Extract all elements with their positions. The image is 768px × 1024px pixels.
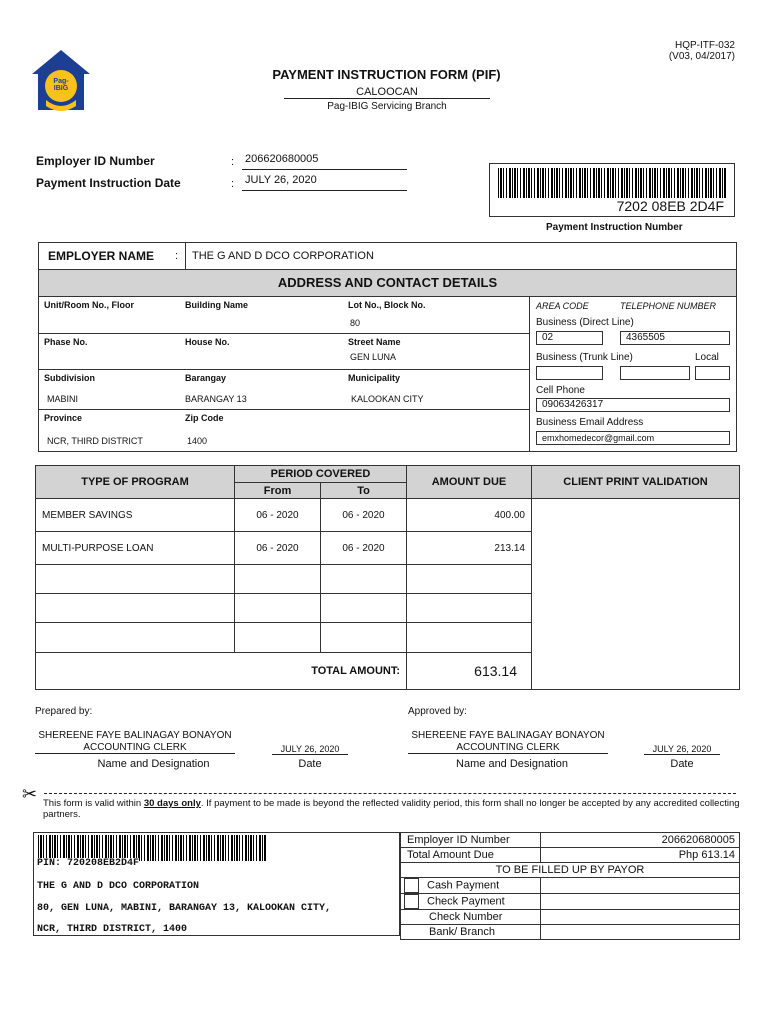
stub-company: THE G AND D DCO CORPORATION — [37, 881, 200, 892]
telephone-label: TELEPHONE NUMBER — [620, 301, 717, 311]
pin-label: Payment Instruction Number — [546, 222, 683, 233]
branch-label: Pag-IBIG Servicing Branch — [327, 101, 447, 112]
colon: : — [175, 250, 179, 262]
validity-note — [43, 798, 743, 820]
check-value[interactable] — [541, 894, 740, 910]
check-checkbox[interactable] — [404, 894, 419, 909]
lot-value: 80 — [350, 318, 361, 328]
telephone-field[interactable]: 4365505 — [620, 331, 730, 345]
type-header: TYPE OF PROGRAM — [36, 466, 235, 499]
employer-name-value: THE G AND D DCO CORPORATION — [192, 250, 374, 262]
cash-checkbox[interactable] — [404, 878, 419, 893]
building-label: Building Name — [185, 300, 249, 310]
municipality-value: KALOOKAN CITY — [351, 394, 424, 404]
prepared-name: SHEREENE FAYE BALINAGAY BONAYON — [38, 730, 232, 741]
type-cell: MEMBER SAVINGS — [36, 499, 235, 532]
stub-employer-id-label: Employer ID Number — [401, 833, 541, 848]
from-header: From — [235, 483, 321, 499]
check-number-label: Check Number — [401, 910, 541, 925]
type-cell: MULTI-PURPOSE LOAN — [36, 532, 235, 565]
table-row — [36, 499, 740, 532]
street-value: GEN LUNA — [350, 352, 397, 362]
check-label: Check Payment — [427, 895, 505, 908]
address-header-text: ADDRESS AND CONTACT DETAILS — [277, 275, 498, 290]
branch-value: CALOOCAN — [284, 86, 490, 99]
address-header — [39, 269, 736, 297]
to-header: To — [321, 483, 407, 499]
email-label: Business Email Address — [536, 417, 644, 428]
approved-label: Approved by: — [408, 706, 467, 717]
stub-left — [33, 832, 400, 936]
name-designation-label: Name and Designation — [97, 758, 210, 770]
payor-header: TO BE FILLED UP BY PAYOR — [401, 863, 740, 878]
approved-date: JULY 26, 2020 — [644, 744, 720, 755]
bank-label: Bank/ Branch — [401, 925, 541, 940]
stub-total: Php 613.14 — [541, 848, 740, 863]
scissors-icon: ✂ — [22, 784, 38, 804]
house-label: House No. — [185, 337, 230, 347]
trunk-local-field[interactable] — [695, 366, 730, 380]
validity-pre: This form is valid within — [43, 798, 144, 809]
pi-date-value: JULY 26, 2020 — [242, 174, 407, 191]
area-code-field[interactable]: 02 — [536, 331, 603, 345]
prepared-label: Prepared by: — [35, 706, 93, 717]
province-value: NCR, THIRD DISTRICT — [47, 436, 143, 446]
form-version: (V03, 04/2017) — [668, 51, 735, 62]
stub-pin: PIN: 720208EB2D4F — [37, 858, 140, 869]
subdivision-label: Subdivision — [44, 373, 96, 383]
lot-label: Lot No., Block No. — [348, 300, 426, 310]
bank-value[interactable] — [541, 925, 740, 940]
direct-line-label: Business (Direct Line) — [536, 317, 634, 328]
province-label: Province — [44, 413, 83, 423]
pagibig-logo — [30, 48, 92, 116]
approved-title: ACCOUNTING CLERK — [408, 742, 608, 754]
colon: : — [231, 178, 235, 190]
check-row — [401, 894, 541, 910]
validity-bold: 30 days only — [143, 798, 201, 809]
trunk-line-label: Business (Trunk Line) — [536, 352, 633, 363]
phase-label: Phase No. — [44, 337, 88, 347]
trunk-area-field[interactable] — [536, 366, 603, 380]
logo-text: Pag-IBIG — [53, 78, 69, 92]
employer-id-value: 206620680005 — [242, 153, 407, 170]
colon: : — [231, 156, 235, 168]
cash-label: Cash Payment — [427, 879, 500, 892]
cut-line — [44, 793, 736, 794]
prepared-date: JULY 26, 2020 — [272, 744, 348, 755]
form-code: HQP-ITF-032 — [674, 40, 735, 51]
barangay-label: Barangay — [185, 373, 227, 383]
subdivision-value: MABINI — [47, 394, 79, 404]
stub-address1: 80, GEN LUNA, MABINI, BARANGAY 13, KALOOKAN CITY, — [37, 903, 332, 914]
employer-id-label: Employer ID Number — [36, 154, 155, 168]
trunk-number-field[interactable] — [620, 366, 690, 380]
barangay-value: BARANGAY 13 — [185, 394, 247, 404]
cash-row — [401, 878, 541, 894]
area-code-label: AREA CODE — [536, 301, 589, 311]
validation-header: CLIENT PRINT VALIDATION — [532, 466, 740, 499]
cash-value[interactable] — [541, 878, 740, 894]
from-cell: 06 - 2020 — [235, 532, 321, 565]
stub-total-label: Total Amount Due — [401, 848, 541, 863]
street-label: Street Name — [348, 337, 401, 347]
barcode-number: 7202 08EB 2D4F — [616, 198, 724, 214]
stub-address2: NCR, THIRD DISTRICT, 1400 — [37, 924, 188, 935]
employer-name-label: EMPLOYER NAME — [48, 249, 155, 263]
amount-cell: 213.14 — [407, 532, 532, 565]
check-number-value[interactable] — [541, 910, 740, 925]
zip-label: Zip Code — [185, 413, 224, 423]
amount-header: AMOUNT DUE — [407, 466, 532, 499]
pi-date-label: Payment Instruction Date — [36, 176, 181, 190]
program-table — [35, 465, 740, 690]
validation-cell — [532, 499, 740, 690]
email-field[interactable]: emxhomedecor@gmail.com — [536, 431, 730, 445]
cell-field[interactable]: 09063426317 — [536, 398, 730, 412]
payor-table — [400, 832, 740, 940]
local-label: Local — [695, 352, 719, 363]
unit-label: Unit/Room No., Floor — [44, 300, 134, 310]
total-label: TOTAL AMOUNT: — [36, 653, 407, 690]
stub-employer-id: 206620680005 — [541, 833, 740, 848]
date-label: Date — [670, 758, 694, 770]
prepared-title: ACCOUNTING CLERK — [35, 742, 235, 754]
validity-post: . If payment to be made is beyond the reflected validity period, this form shall no longer be accepted by any accredited collecting partners. — [43, 798, 740, 820]
period-header: PERIOD COVERED — [235, 466, 407, 483]
barcode-box — [489, 163, 735, 217]
name-designation-label: Name and Designation — [456, 758, 568, 770]
from-cell: 06 - 2020 — [235, 499, 321, 532]
to-cell: 06 - 2020 — [321, 499, 407, 532]
total-value: 613.14 — [407, 653, 532, 690]
barcode-image — [498, 168, 726, 198]
municipality-label: Municipality — [348, 373, 401, 383]
amount-cell: 400.00 — [407, 499, 532, 532]
zip-value: 1400 — [187, 436, 208, 446]
to-cell: 06 - 2020 — [321, 532, 407, 565]
cell-label: Cell Phone — [536, 385, 585, 396]
approved-name: SHEREENE FAYE BALINAGAY BONAYON — [411, 730, 605, 741]
page-title: PAYMENT INSTRUCTION FORM (PIF) — [272, 67, 501, 82]
date-label: Date — [298, 758, 322, 770]
